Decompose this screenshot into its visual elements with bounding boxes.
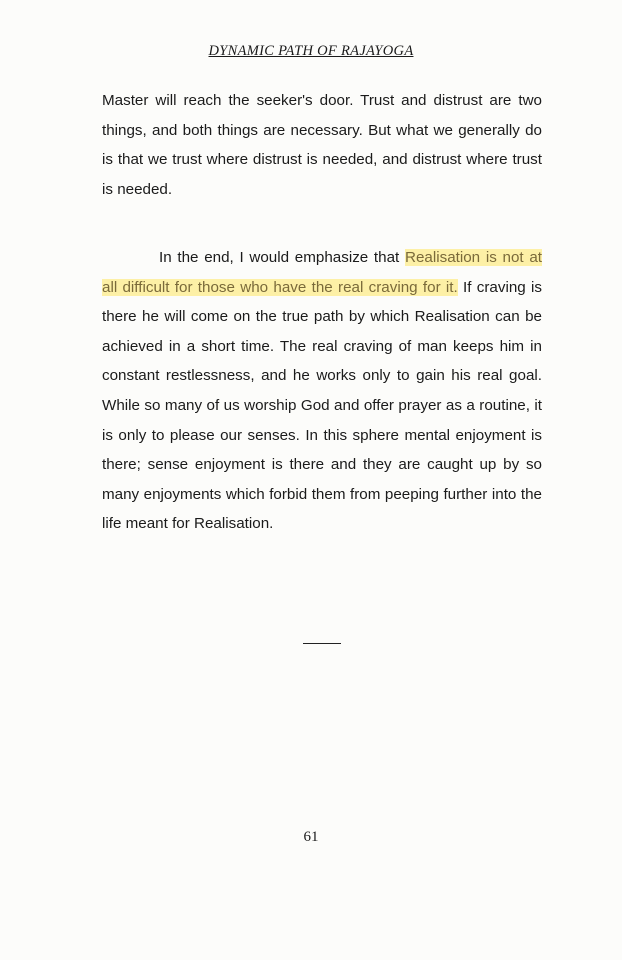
page-number: 61 bbox=[303, 829, 319, 845]
paragraph-2 bbox=[102, 243, 542, 539]
section-end-rule bbox=[303, 643, 341, 644]
paragraph-2-rest: If craving is there he will come on the true path by which Realisation can be achieved in a short time. The real craving of man keeps him in constant restlessness, and he works only to gain his real goal. While so many of us worship God and offer prayer as a routine, it is only to please our senses. In this sphere mental enjoyment is there; sense enjoyment is there and they are caught up by so many enjoyments which forbid them from peeping further into the life meant for Realisation. bbox=[102, 278, 542, 533]
highlighted-passage[interactable]: Realisation is not at all difficult for those who have the real craving for it. bbox=[102, 249, 542, 296]
paragraph-1: Master will reach the seeker's door. Trust and distrust are two things, and both things are necessary. But what we generally do is that we trust where distrust is needed, and distrust where trust is needed. bbox=[102, 92, 542, 198]
paragraph-2-intro: In the end, I would emphasize that bbox=[159, 249, 405, 266]
running-header-title: DYNAMIC PATH OF RAJAYOGA bbox=[208, 43, 414, 59]
